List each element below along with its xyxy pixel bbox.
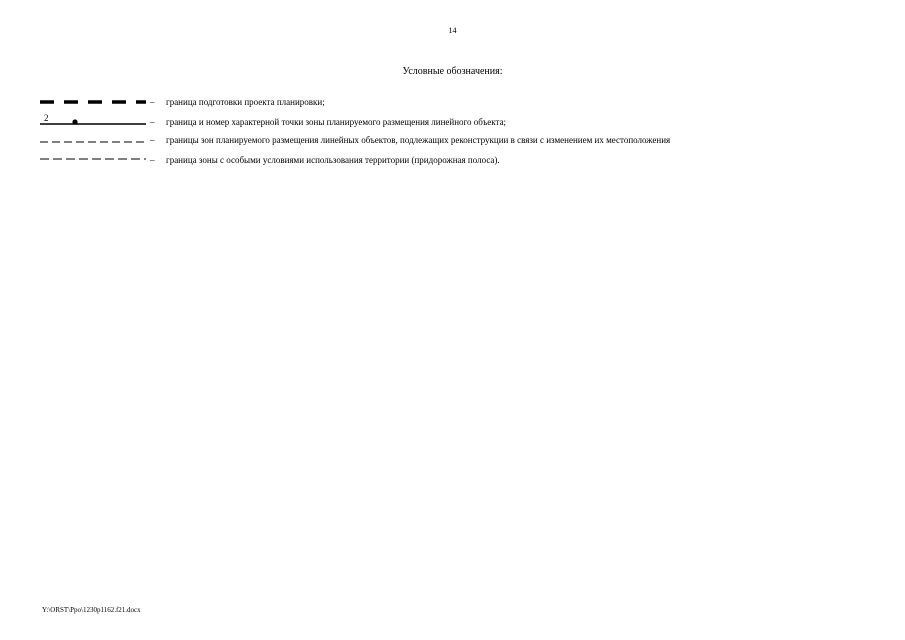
characteristic-point-number: 2 (44, 113, 49, 123)
thick-dashed-line-symbol (38, 96, 150, 108)
thin-dashed-line-symbol (38, 134, 150, 146)
legend-item-text: граница зоны с особыми условиями использования территории (придорожная полоса). (166, 155, 500, 165)
legend-item-text: граница подготовки проекта планировки; (166, 97, 325, 107)
legend-item-roadside-strip (38, 154, 838, 166)
thin-long-dashed-line-symbol (38, 154, 150, 166)
legend-separator: – (150, 97, 155, 107)
legend-title: Условные обозначения: (402, 66, 503, 77)
page-number: 14 (448, 26, 457, 35)
solid-line-with-point-symbol (38, 116, 150, 128)
legend-separator: – (150, 155, 155, 165)
legend-item-text: граница и номер характерной точки зоны планируемого размещения линейного объекта; (166, 117, 507, 127)
legend-separator: – (150, 135, 155, 145)
legend-item-reconstruction-zones (38, 134, 838, 146)
legend-item-planning-boundary (38, 96, 838, 108)
footer-file-path: Y:\ORST\Ppo\1230p1162.f21.docx (42, 606, 141, 614)
legend-separator: – (150, 117, 155, 127)
legend-item-text: границы зон планируемого размещения линейных объектов, подлежащих реконструкции в связи с изменением их местоположения (166, 135, 671, 145)
legend-item-zone-boundary-point (38, 113, 838, 128)
